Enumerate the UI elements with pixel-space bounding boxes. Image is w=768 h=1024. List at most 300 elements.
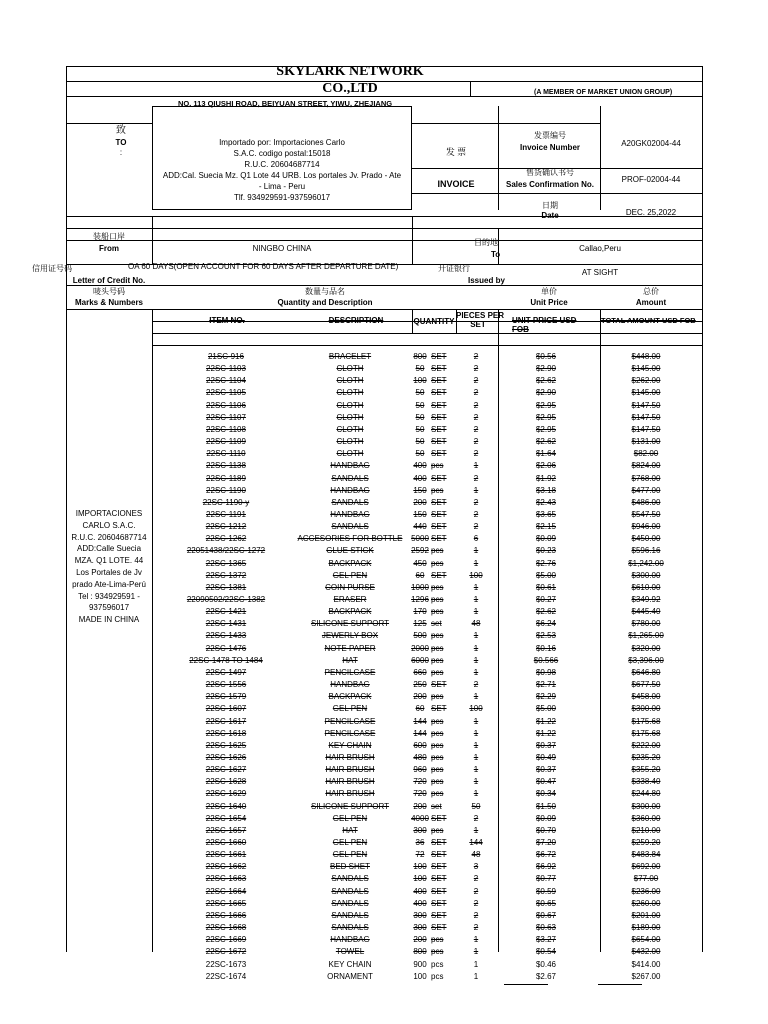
cell-pieces-per-set: 1 (473, 789, 479, 799)
rule (498, 106, 499, 210)
cell-pieces-per-set: 2 (473, 473, 479, 483)
table-row (0, 740, 768, 752)
cell-amount: $1,265.00 (628, 631, 664, 641)
cell-quantity: 100 (413, 874, 427, 884)
cell-item-no: 22SC-1669 (205, 935, 247, 945)
cell-unit-price: $0.54 (535, 947, 557, 957)
rule (66, 285, 702, 286)
table-row (0, 825, 768, 837)
cell-unit: SET (431, 813, 447, 823)
cell-item-no: 22SC-1212 (205, 522, 247, 532)
cell-amount: $692.00 (631, 862, 661, 872)
table-row (0, 594, 768, 606)
cell-pieces-per-set: 1 (473, 558, 479, 568)
cell-pieces-per-set: 2 (473, 813, 479, 823)
cell-description: JEWERLY BOX (321, 631, 379, 641)
cell-unit: pcs (431, 959, 444, 969)
cell-pieces-per-set: 2 (473, 376, 479, 386)
invoice-title: INVOICE (437, 179, 475, 189)
table-row (0, 691, 768, 703)
cell-item-no: 22SC-1191 (206, 509, 246, 519)
cell-quantity: 144 (413, 728, 427, 738)
table-row (0, 801, 768, 813)
cell-unit: SET (431, 886, 447, 896)
unit-price-header: Unit Price (530, 298, 568, 307)
cell-description: HAT (342, 655, 358, 665)
cell-unit: pcs (431, 607, 444, 617)
cell-pieces-per-set: 3 (473, 862, 479, 872)
cell-amount: $780.00 (631, 619, 661, 629)
cell-description: CLOTH (336, 437, 364, 447)
table-row (0, 934, 768, 946)
table-row (0, 387, 768, 399)
cell-item-no: 22SC-1104 (206, 376, 246, 386)
cell-unit-price: $2.95 (535, 412, 557, 422)
cell-description: BED SHET (329, 862, 370, 872)
cell-item-no: 22SC-1662 (205, 862, 247, 872)
cell-unit: pcs (431, 595, 444, 604)
cell-unit: SET (431, 898, 447, 908)
cell-quantity: 200 (413, 497, 427, 507)
cell-item-no: 22051438/22SC-1272 (186, 546, 266, 556)
cell-item-no: 22090502/22SC-1382 (186, 595, 266, 604)
marks-header: Marks & Numbers (74, 298, 144, 307)
cell-amount: $946.00 (631, 522, 661, 532)
cell-unit: pcs (431, 558, 444, 568)
unit-price-header-cn: 单价 (541, 287, 557, 296)
cell-description: KEY CHAIN (328, 740, 372, 750)
marks-line: ADD:Calle Suecia (76, 544, 142, 554)
cell-amount: $189.00 (631, 923, 661, 933)
cell-unit: pcs (431, 716, 444, 726)
marks-header-cn: 唛头号码 (93, 287, 125, 296)
cell-item-no: 22SC-1433 (205, 631, 247, 641)
cell-pieces-per-set: 1 (473, 595, 479, 604)
marks-line: prado Ate-Lima-Perú (72, 579, 146, 589)
cell-pieces-per-set: 2 (473, 437, 479, 447)
cell-quantity: 600 (413, 740, 427, 750)
table-row (0, 521, 768, 533)
cell-quantity: 450 (413, 558, 427, 568)
cell-description: ORNAMENT (327, 971, 373, 981)
cell-unit-price: $6.24 (535, 619, 557, 629)
table-row (0, 971, 768, 983)
table-row (0, 448, 768, 460)
cell-description: CLOTH (336, 388, 364, 398)
cell-quantity: 100 (413, 971, 427, 981)
cell-quantity: 5000 (411, 534, 429, 544)
cell-unit-price: $1.22 (535, 716, 557, 726)
cell-quantity: 36 (415, 838, 425, 847)
table-row (0, 643, 768, 655)
cell-unit: pcs (431, 582, 444, 592)
cell-unit-price: $2.71 (535, 680, 557, 690)
cell-pieces-per-set: 2 (473, 412, 479, 422)
cell-description: SANDALS (331, 522, 369, 532)
rule (152, 333, 702, 334)
to-label-cn: 致 (116, 125, 126, 136)
to-colon: : (119, 148, 123, 157)
cell-description: BACKPACK (328, 558, 372, 568)
total-amount-header: TOTAL AMOUNT USD FOB (601, 316, 696, 325)
table-row (0, 351, 768, 363)
table-row (0, 558, 768, 570)
cell-description: SILICONE SUPPORT (310, 801, 390, 811)
cell-pieces-per-set: 1 (473, 667, 479, 677)
invoice-number-value: A20GK02004-44 (621, 139, 681, 148)
cell-pieces-per-set: 2 (473, 509, 479, 519)
table-row (0, 788, 768, 800)
cell-unit: SET (431, 473, 447, 483)
cell-item-no: 22SC-1627 (205, 765, 247, 775)
consignee-line: Tlf. 934929591-937596017 (233, 193, 331, 202)
cell-item-no: 22SC-1431 (205, 619, 247, 629)
cell-amount: $768.00 (631, 473, 661, 483)
cell-quantity: 900 (413, 959, 427, 969)
cell-unit-price: $0.59 (535, 886, 557, 896)
cell-description: HAIR BRUSH (325, 777, 375, 787)
cell-description: SANDALS (331, 473, 369, 483)
cell-unit-price: $2.95 (535, 400, 557, 410)
invoice-title-cn: 发 票 (445, 147, 467, 157)
cell-amount: $82.00 (633, 449, 659, 459)
cell-unit-price: $2.06 (535, 461, 557, 471)
cell-pieces-per-set: 1 (473, 825, 479, 835)
cell-unit: pcs (431, 667, 444, 677)
table-row (0, 873, 768, 885)
table-row (0, 618, 768, 630)
cell-pieces-per-set: 2 (473, 910, 479, 920)
cell-quantity: 170 (413, 607, 427, 617)
cell-pieces-per-set: 2 (473, 923, 479, 933)
cell-description: ACCESORIES FOR BOTTLE (297, 534, 403, 544)
amount-header: Amount (635, 298, 667, 307)
cell-description: GEL PEN (332, 813, 368, 823)
pieces-per-set-line1: PIECES PER (456, 311, 505, 320)
table-row (0, 910, 768, 922)
cell-item-no: 22SC-1629 (205, 789, 247, 799)
table-row (0, 582, 768, 594)
cell-amount: $222.00 (631, 740, 661, 750)
cell-quantity: 60 (415, 704, 425, 714)
cell-quantity: 300 (413, 923, 427, 933)
cell-unit-price: $0.27 (535, 595, 557, 604)
cell-unit-price: $1.22 (535, 728, 557, 738)
rule (152, 216, 153, 264)
consignee-line: R.U.C. 20604687714 (244, 160, 320, 169)
cell-unit: SET (431, 376, 447, 386)
cell-quantity: 50 (415, 364, 425, 374)
table-row (0, 630, 768, 642)
cell-item-no: 22SC-1109 (206, 437, 246, 447)
cell-unit: pcs (431, 546, 444, 556)
cell-description: COIN PURSE (325, 582, 375, 592)
cell-pieces-per-set: 2 (473, 449, 479, 459)
cell-item-no: 22SC-1628 (205, 777, 247, 787)
cell-unit: SET (431, 570, 447, 580)
cell-item-no: 22SC-1625 (205, 740, 247, 750)
cell-description: HANDBAG (330, 935, 370, 945)
cell-amount: $300.00 (631, 704, 661, 714)
marks-line: R.U.C. 20604687714 (71, 532, 147, 542)
cell-quantity: 100 (413, 862, 427, 872)
cell-quantity: 1296 (411, 595, 429, 604)
cell-amount: $147.50 (631, 400, 661, 410)
rule (66, 240, 702, 241)
cell-quantity: 400 (413, 898, 427, 908)
cell-unit: set (431, 801, 442, 811)
rule (412, 193, 702, 194)
cell-unit: pcs (431, 655, 444, 665)
cell-unit-price: $1.92 (535, 473, 557, 483)
cell-pieces-per-set: 1 (473, 692, 479, 702)
marks-line: MZA. Q1 LOTE. 44 (74, 556, 144, 566)
table-row (0, 545, 768, 557)
total-underline (598, 984, 642, 985)
cell-item-no: 22SC-1556 (205, 680, 247, 690)
cell-pieces-per-set: 2 (473, 680, 479, 690)
cell-pieces-per-set: 2 (473, 388, 479, 398)
cell-item-no: 22SC-1607 (205, 704, 247, 714)
cell-pieces-per-set: 1 (473, 582, 479, 592)
cell-unit: pcs (431, 825, 444, 835)
cell-amount: $244.80 (631, 789, 661, 799)
cell-unit: pcs (431, 643, 444, 653)
rule (66, 228, 702, 229)
cell-quantity: 50 (415, 437, 425, 447)
cell-pieces-per-set: 100 (469, 704, 483, 714)
cell-unit-price: $0.16 (535, 643, 557, 653)
item-no-header: ITEM NO. (209, 316, 245, 325)
subtotal-underline (504, 984, 548, 985)
cell-description: SANDALS (331, 497, 369, 507)
cell-unit: SET (431, 364, 447, 374)
cell-quantity: 250 (413, 680, 427, 690)
cell-unit: set (431, 619, 442, 629)
destination-value: Callao,Peru (579, 244, 621, 253)
cell-unit: pcs (431, 947, 444, 957)
cell-item-no: 22SC-1657 (205, 825, 247, 835)
cell-description: BRACELET (328, 352, 372, 361)
consignee-line: ADD:Cal. Suecia Mz. Q1 Lote 44 URB. Los portales Jv. Prado - Ate (162, 171, 402, 180)
cell-unit-price: $2.90 (535, 364, 557, 374)
description-header: DESCRIPTION (328, 316, 384, 325)
cell-amount: $477.00 (631, 485, 661, 495)
cell-unit-price: $3.65 (535, 509, 557, 519)
cell-unit-price: $2.67 (535, 971, 557, 981)
cell-unit: SET (431, 534, 447, 544)
cell-item-no: 21SC-916 (207, 352, 245, 361)
cell-unit-price: $2.62 (535, 437, 557, 447)
cell-amount: $236.00 (631, 886, 661, 896)
cell-pieces-per-set: 2 (473, 886, 479, 896)
cell-amount: $3,396.00 (628, 655, 664, 665)
cell-unit-price: $2.62 (535, 376, 557, 386)
cell-unit: SET (431, 424, 447, 434)
cell-quantity: 2592 (411, 546, 429, 556)
unit-price-usd-line2: FOB (512, 325, 529, 334)
cell-quantity: 720 (413, 789, 427, 799)
cell-unit-price: $0.37 (535, 740, 557, 750)
cell-unit: SET (431, 704, 447, 714)
consignee-address (152, 137, 412, 203)
table-row (0, 837, 768, 849)
table-row (0, 473, 768, 485)
cell-unit: pcs (431, 692, 444, 702)
cell-unit: SET (431, 400, 447, 410)
cell-amount: $260.00 (631, 898, 661, 908)
cell-amount: $448.00 (631, 352, 661, 361)
cell-amount: $1,242.00 (628, 558, 664, 568)
cell-item-no: 22SC-1665 (205, 898, 247, 908)
cell-quantity: 50 (415, 388, 425, 398)
from-cn: 装船口岸 (93, 232, 125, 241)
table-row (0, 679, 768, 691)
cell-unit-price: $2.15 (535, 522, 557, 532)
pieces-per-set-header (456, 311, 505, 329)
table-row (0, 752, 768, 764)
from-label: From (99, 244, 119, 253)
cell-amount: $355.20 (631, 765, 661, 775)
cell-amount: $145.00 (631, 364, 661, 374)
cell-quantity: 400 (413, 473, 427, 483)
cell-pieces-per-set: 1 (473, 752, 479, 762)
cell-description: BACKPACK (328, 607, 372, 617)
cell-unit-price: $0.63 (535, 923, 557, 933)
cell-unit-price: $2.53 (535, 631, 557, 641)
cell-pieces-per-set: 1 (473, 971, 479, 981)
table-row (0, 898, 768, 910)
invoice-number-cn: 发票编号 (534, 131, 566, 140)
cell-unit: SET (431, 874, 447, 884)
cell-quantity: 150 (413, 485, 427, 495)
cell-unit: pcs (431, 765, 444, 775)
cell-unit-price: $2.29 (535, 692, 557, 702)
cell-pieces-per-set: 2 (473, 898, 479, 908)
cell-amount: $450.00 (631, 534, 661, 544)
cell-unit-price: $0.65 (535, 898, 557, 908)
cell-unit: pcs (431, 740, 444, 750)
cell-amount: $267.00 (631, 971, 661, 981)
issuing-bank-value: AT SIGHT (581, 268, 619, 277)
cell-item-no: 22SC-1617 (205, 716, 247, 726)
cell-item-no: 22SC-1105 (206, 388, 246, 398)
cell-item-no: 22SC-1664 (205, 886, 247, 896)
table-row (0, 716, 768, 728)
cell-amount: $131.00 (631, 437, 661, 447)
table-row (0, 728, 768, 740)
cell-unit: SET (431, 923, 447, 933)
cell-unit-price: $5.00 (535, 704, 557, 714)
cell-unit-price: $7.20 (535, 838, 557, 847)
cell-amount: $235.20 (631, 752, 661, 762)
cell-amount: $210.00 (631, 825, 661, 835)
cell-amount: $596.16 (631, 546, 661, 556)
cell-unit: pcs (431, 728, 444, 738)
cell-item-no: 22SC-1107 (206, 412, 246, 422)
cell-quantity: 150 (413, 509, 427, 519)
consignee-line: Importado por: Importaciones Carlo (219, 138, 345, 147)
table-row (0, 849, 768, 861)
cell-item-no: 22SC-1110 (206, 449, 246, 459)
cell-description: HANDBAG (330, 485, 370, 495)
cell-pieces-per-set: 2 (473, 400, 479, 410)
cell-unit: pcs (431, 777, 444, 787)
letter-of-credit-label: Letter of Credit No. (72, 276, 146, 285)
cell-unit-price: $5.00 (535, 570, 557, 580)
table-row (0, 363, 768, 375)
cell-description: CLOTH (336, 424, 364, 434)
cell-quantity: 50 (415, 412, 425, 422)
cell-amount: $483.84 (631, 850, 661, 860)
cell-pieces-per-set: 100 (469, 570, 483, 580)
cell-unit-price: $0.77 (535, 874, 557, 884)
cell-quantity: 400 (413, 886, 427, 896)
cell-item-no: 22SC-1673 (205, 959, 247, 969)
cell-unit: SET (431, 522, 447, 532)
cell-unit-price: $1.50 (535, 801, 557, 811)
cell-quantity: 50 (415, 424, 425, 434)
cell-amount: $175.68 (631, 728, 661, 738)
cell-unit: pcs (431, 461, 444, 471)
cell-unit: pcs (431, 971, 444, 981)
company-name-line2: CO.,LTD (322, 81, 378, 96)
table-row (0, 959, 768, 971)
cell-unit-price: $0.98 (535, 667, 557, 677)
cell-amount: $486.00 (631, 497, 661, 507)
cell-amount: $300.00 (631, 801, 661, 811)
letter-of-credit-value: OA 60 DAYS(OPEN ACCOUNT FOR 60 DAYS AFTER DEPARTURE DATE) (128, 262, 399, 271)
sales-confirmation-value: PROF-02004-44 (621, 175, 681, 184)
cell-amount: $360.00 (631, 813, 661, 823)
company-name-line1: SKYLARK NETWORK (276, 64, 424, 79)
cell-amount: $349.92 (631, 595, 661, 604)
marks-line: CARLO S.A.C. (82, 520, 136, 530)
cell-unit: SET (431, 497, 447, 507)
cell-description: BACKPACK (328, 692, 372, 702)
cell-description: SILICONE SUPPORT (310, 619, 390, 629)
cell-item-no: 22SC-1478 TO 1484 (189, 655, 263, 665)
cell-item-no: 22SC-1381 (205, 582, 247, 592)
cell-description: SANDALS (331, 910, 369, 920)
table-row (0, 375, 768, 387)
cell-pieces-per-set: 2 (473, 522, 479, 532)
cell-unit: SET (431, 838, 447, 847)
cell-description: TOWEL (335, 947, 365, 957)
table-row (0, 533, 768, 545)
cell-quantity: 500 (413, 631, 427, 641)
cell-quantity: 800 (413, 947, 427, 957)
issuing-bank-cn: 开证银行 (438, 264, 470, 273)
table-row (0, 606, 768, 618)
cell-pieces-per-set: 1 (473, 631, 479, 641)
rule (412, 123, 600, 124)
cell-quantity: 200 (413, 692, 427, 702)
quantity-description-header-cn: 数量与品名 (305, 287, 345, 296)
cell-unit: SET (431, 352, 447, 361)
cell-quantity: 660 (413, 667, 427, 677)
cell-unit-price: $2.95 (535, 424, 557, 434)
cell-quantity: 720 (413, 777, 427, 787)
marks-line: Tel : 934929591 - (78, 591, 140, 601)
cell-amount: $677.50 (631, 680, 661, 690)
cell-amount: $824.00 (631, 461, 661, 471)
cell-unit: SET (431, 412, 447, 422)
cell-pieces-per-set: 1 (473, 655, 479, 665)
table-row (0, 412, 768, 424)
cell-item-no: 22SC-1103 (206, 364, 246, 374)
unit-price-usd-header (512, 316, 576, 334)
